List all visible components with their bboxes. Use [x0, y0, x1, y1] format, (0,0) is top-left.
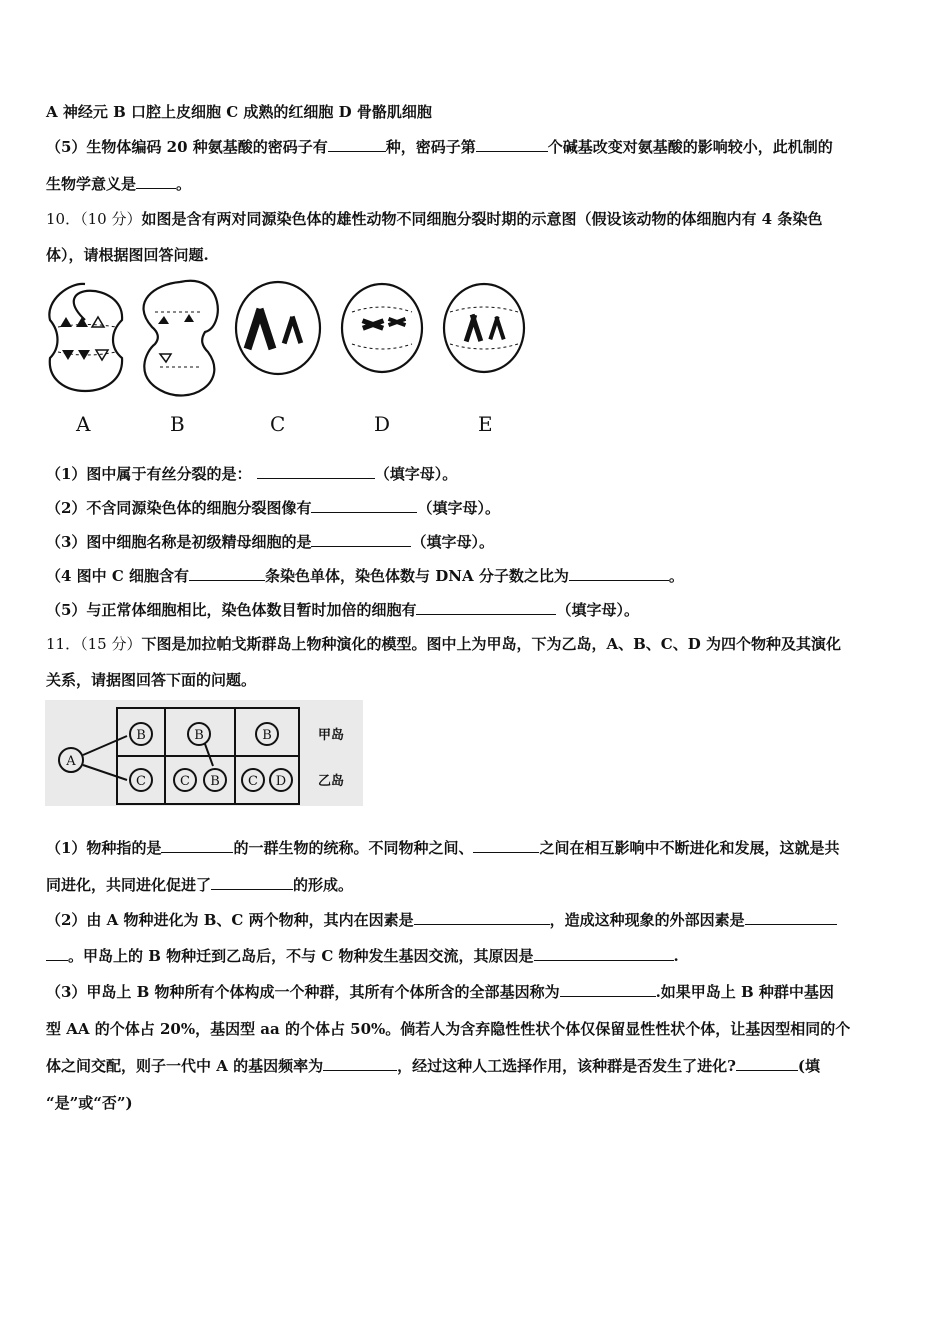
q10-sub2: （2）不含同源染色体的细胞分裂图像有 （填字母）。	[46, 499, 500, 517]
blank	[476, 137, 548, 152]
q11-sub1-line2: 同进化，共同进化促进了 的形成。	[46, 876, 354, 894]
blank	[136, 174, 176, 189]
cell-label-b: B	[170, 412, 185, 436]
blank	[569, 566, 669, 581]
blank	[161, 838, 233, 853]
q10-stem-line2: 体），请根据图回答问题.	[46, 246, 209, 264]
blank	[736, 1056, 798, 1071]
species-b-4: B	[210, 774, 220, 789]
cell-a	[49, 284, 122, 391]
blank	[534, 946, 674, 961]
blank	[745, 910, 837, 925]
q11-sub3-line3: 体之间交配，则子一代中 A 的基因频率为 ，经过这种人工选择作用，该种群是否发生了进化? (填	[46, 1057, 820, 1075]
q10-sub1: （1）图中属于有丝分裂的是： （填字母）。	[46, 465, 458, 483]
cell-label-e: E	[478, 412, 493, 436]
island-jia-label: 甲岛	[317, 728, 345, 743]
q10-sub4: （4 图中 C 细胞含有 条染色单体，染色体数与 DNA 分子数之比为 。	[46, 567, 684, 585]
species-a: A	[66, 754, 76, 769]
q9-part5-line1: （5）生物体编码 20 种氨基酸的密码子有 种，密码子第 个碱基改变对氨基酸的影响较小，此机制的	[46, 138, 833, 156]
cell-label-a: A	[76, 412, 91, 436]
blank	[560, 982, 656, 997]
cell-label-d: D	[374, 412, 391, 436]
blank	[328, 137, 386, 152]
q11-sub3-line2: 型 AA 的个体占 20%，基因型 aa 的个体占 50%。倘若人为含弃隐性性状个体仅保留显性性状个体，让基因型相同的个	[46, 1020, 851, 1038]
q10-sub5: （5）与正常体细胞相比，染色体数目暂时加倍的细胞有 （填字母）。	[46, 601, 639, 619]
blank	[414, 910, 550, 925]
cell-label-c: C	[270, 412, 286, 436]
blank	[323, 1056, 397, 1071]
species-b-2: B	[194, 728, 204, 743]
blank	[189, 566, 265, 581]
species-c-3: C	[248, 774, 258, 789]
blank	[473, 838, 539, 853]
blank	[257, 464, 375, 479]
q9-part5-line2: 生物学意义是 。	[46, 175, 192, 193]
blank	[211, 875, 293, 890]
species-b-1: B	[136, 728, 146, 743]
species-c-1: C	[136, 774, 146, 789]
blank	[46, 946, 68, 961]
q11-stem-line2: 关系，请据图回答下面的问题。	[46, 671, 257, 689]
species-b-3: B	[262, 728, 272, 743]
cell-e	[444, 284, 524, 372]
species-c-2: C	[180, 774, 190, 789]
island-yi-label: 乙岛	[317, 774, 345, 789]
q11-sub3-line4: “是”或“否”)	[46, 1094, 133, 1112]
species-evolution-figure	[45, 700, 363, 806]
blank	[416, 600, 556, 615]
q11-sub1-line1: （1）物种指的是 的一群生物的统称。不同物种之间、 之间在相互影响中不断进化和发展，这就是共	[46, 839, 840, 857]
q9-options: A 神经元 B 口腔上皮细胞 C 成熟的红细胞 D 骨骼肌细胞	[46, 103, 432, 121]
blank	[311, 532, 411, 547]
q11-sub3-line1: （3）甲岛上 B 物种所有个体构成一个种群，其所有个体所含的全部基因称为 .如果甲岛上 B 种群中基因	[46, 983, 834, 1001]
q11-sub2-line2: 。甲岛上的 B 物种迁到乙岛后，不与 C 物种发生基因交流，其原因是 .	[46, 946, 679, 966]
q10-sub3: （3）图中细胞名称是初级精母细胞的是 （填字母）。	[46, 533, 494, 551]
cell-division-figure	[40, 272, 540, 442]
q11-sub2-line1: （2）由 A 物种进化为 B、C 两个物种，其内在因素是 ，造成这种现象的外部因素是	[46, 910, 837, 930]
cell-b	[144, 281, 218, 396]
cell-c	[236, 282, 320, 374]
species-d: D	[275, 774, 287, 789]
q11-stem-line1: 11．（15 分）下图是加拉帕戈斯群岛上物种演化的模型。图中上为甲岛，下为乙岛，A、B、C、D 为四个物种及其演化	[46, 635, 841, 653]
q10-stem-line1: 10．（10 分）如图是含有两对同源染色体的雄性动物不同细胞分裂时期的示意图（假设该动物的体细胞内有 4 条染色	[46, 210, 823, 228]
blank	[311, 498, 417, 513]
